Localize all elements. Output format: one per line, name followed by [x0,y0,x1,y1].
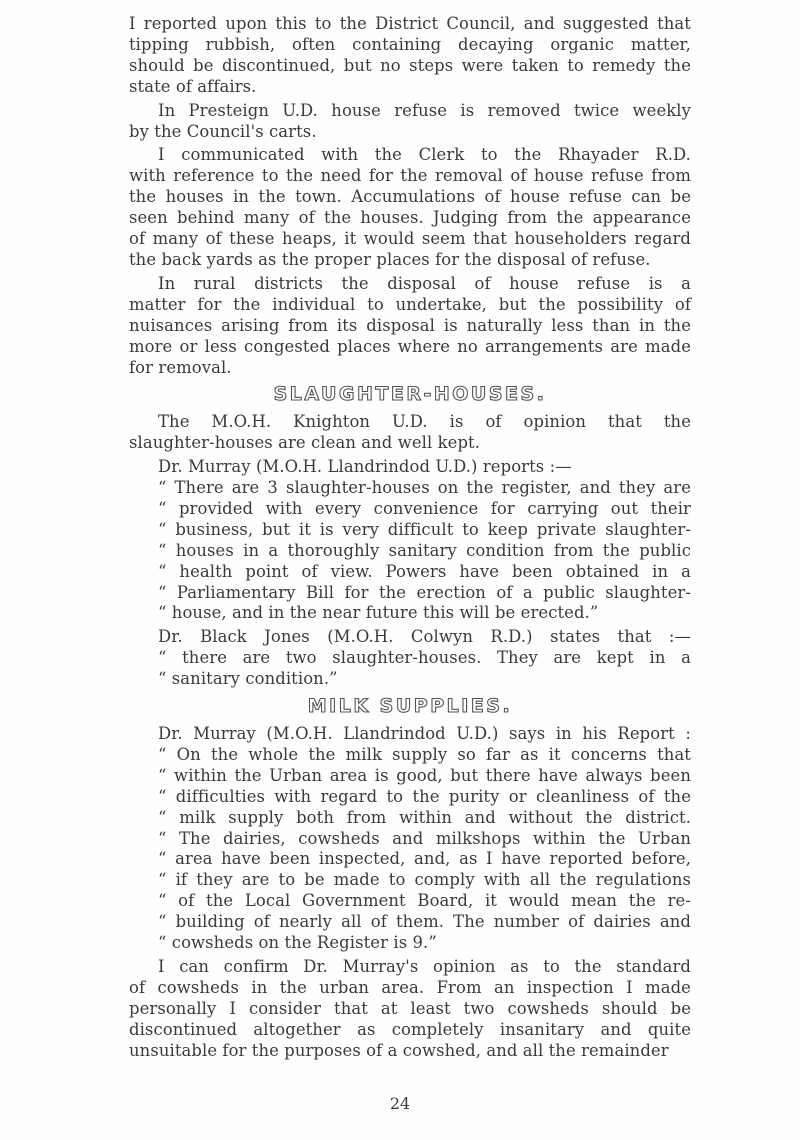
text-line: personally I consider that at least two cowsheds should be [129,998,691,1018]
text-line: “ cowsheds on the Register is 9.” [158,933,437,953]
text-line: seen behind many of the houses. Judging from the appearance [129,208,691,228]
page-number: 24 [389,1094,411,1113]
text-line: In Presteign U.D. house refuse is removed twice weekly [158,100,691,120]
text-line: Dr. Black Jones (M.O.H. Colwyn R.D.) states that :— [158,627,691,647]
section-heading: SLAUGHTER-HOUSES. [273,383,547,406]
text-line: state of affairs. [129,76,257,96]
text-line: “ provided with every convenience for carrying out their [158,498,691,518]
text-line: “ sanitary condition.” [158,669,338,689]
text-line: “ houses in a thoroughly sanitary condition from the public [158,540,691,560]
text-line: “ business, but it is very difficult to keep private slaughter- [158,519,691,539]
text-line: “ building of nearly all of them. The number of dairies and [158,912,691,932]
text-line: “ of the Local Government Board, it would mean the re- [158,891,691,911]
text-line: “ On the whole the milk supply so far as it concerns that [158,744,691,764]
text-line: “ health point of view. Powers have been obtained in a [158,561,691,581]
text-line: I communicated with the Clerk to the Rhayader R.D. [158,145,691,165]
text-line: “ within the Urban area is good, but there have always been [158,765,691,785]
section-heading: MILK SUPPLIES. [307,695,513,718]
text-line: “ there are two slaughter-houses. They are kept in a [158,648,691,668]
text-line: Dr. Murray (M.O.H. Llandrindod U.D.) reports :— [158,457,572,477]
text-line: the back yards as the proper places for the disposal of refuse. [129,249,651,269]
text-line: by the Council's carts. [129,121,317,141]
text-line: for removal. [129,357,232,377]
text-line: the houses in the town. Accumulations of house refuse can be [129,187,691,207]
text-line: “ area have been inspected, and, as I have reported before, [158,849,691,869]
text-line: In rural districts the disposal of house refuse is a [158,273,691,293]
text-line: “ There are 3 slaughter-houses on the register, and they are [158,478,691,498]
text-line: I reported upon this to the District Council, and suggested that [129,14,691,33]
body-text [129,14,691,1062]
text-line: more or less congested places where no arrangements are made [129,336,691,356]
text-line: unsuitable for the purposes of a cowshed, and all the remainder [129,1040,669,1060]
text-line: matter for the individual to undertake, but the possibility of [129,294,691,314]
text-line: The M.O.H. Knighton U.D. is of opinion that the [158,412,691,432]
text-line: should be discontinued, but no steps were taken to remedy the [129,55,691,75]
text-line: discontinued altogether as completely insanitary and quite [129,1019,691,1039]
text-line: “ Parliamentary Bill for the erection of a public slaughter- [158,582,691,602]
text-line: “ milk supply both from within and without the district. [158,807,691,827]
text-line: nuisances arising from its disposal is naturally less than in the [129,315,691,335]
text-line: I can confirm Dr. Murray's opinion as to the standard [158,956,691,976]
text-line: of cowsheds in the urban area. From an inspection I made [129,977,691,997]
text-line: “ The dairies, cowsheds and milkshops within the Urban [158,828,691,848]
text-line: of many of these heaps, it would seem that householders regard [129,229,691,249]
text-line: tipping rubbish, often containing decaying organic matter, [129,34,691,54]
text-line: slaughter-houses are clean and well kept. [129,433,481,453]
text-line: “ if they are to be made to comply with all the regulations [158,870,691,890]
text-line: “ house, and in the near future this will be erected.” [158,603,599,623]
text-line: Dr. Murray (M.O.H. Llandrindod U.D.) says in his Report : [158,724,691,743]
text-line: with reference to the need for the removal of house refuse from [129,166,691,186]
text-line: “ difficulties with regard to the purity or cleanliness of the [158,786,691,806]
